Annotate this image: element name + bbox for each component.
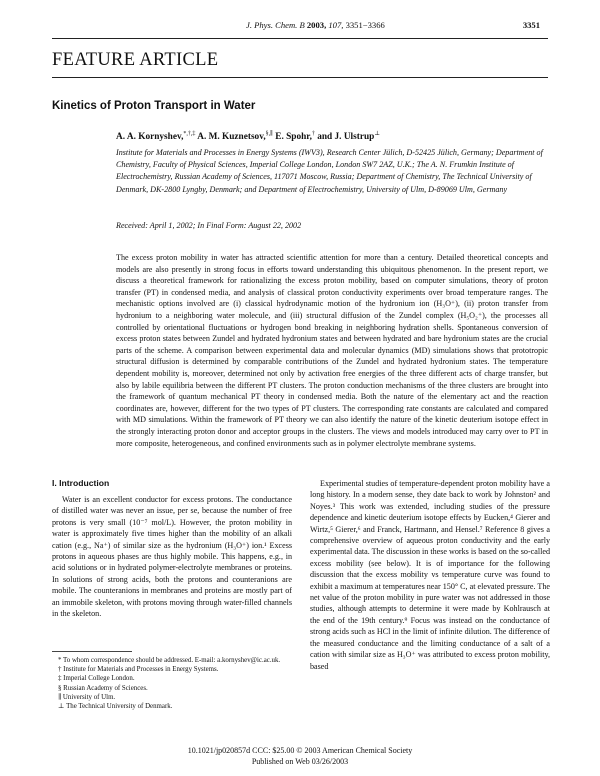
author-marks: *,†,‡: [183, 131, 196, 137]
author-name: A. A. Kornyshev,: [116, 132, 184, 143]
left-column: [52, 478, 292, 619]
received-dates: Received: April 1, 2002; In Final Form: August 22, 2002: [116, 221, 302, 230]
footnotes: [58, 656, 292, 711]
journal-volume: 107,: [328, 20, 344, 30]
author-name: E. Spohr,: [275, 132, 312, 143]
author-marks: †: [311, 131, 315, 137]
footnote: † Institute for Materials and Processes in Energy Systems.: [58, 666, 219, 674]
footnote: ‡ Imperial College London.: [58, 675, 135, 683]
body-paragraph: Water is an excellent conductor for excess protons. The conductance of distilled water was never an issue, per se, because the number of free protons is very small (10⁻⁷ mol/L). However, the proton mobility in water is approximately five times higher than the mobility of an alkali cation (e.g., Na⁺) of similar size as the hydronium (H₃O⁺) ion.¹ Excess protons in aqueous phases are thus highly mobile. This happens, e.g., in acid solutions or in hydrated polymer-electrolyte membranes or proteins. In solutions of strong acids, both the protons and counteranions are mobile. The counteranions in membranes and proteins are mostly part of an immobile skeleton, with protons moving through water-filled channels in the skeleton.: [52, 495, 292, 619]
footnote-rule: [52, 651, 132, 652]
published-date: Published on Web 03/26/2003: [251, 757, 349, 766]
author-list: [116, 130, 380, 142]
footnote: § Russian Academy of Sciences.: [58, 684, 148, 692]
abstract: The excess proton mobility in water has attracted scientific attention for more than a century. Detailed theoretical concepts and models are also presently in strong focus in efforts toward understanding this ubiquitous phenomenon. In the present report, we discuss a theoretical framework for rationalizing the excess proton mobility, based on computer simulations, theory of proton transfer (PT) in condensed media, and analysis of classical proton conductivity experiments over broad temperature ranges. The mechanistic options involved are (i) classical hydrodynamic motion of the hydronium ion (H₃O⁺), (ii) proton transfer from hydronium to a neighboring water molecule, and (iii) structural diffusion of the Zundel complex (H₅O₂⁺), the processes all controlled by orientational fluctuations or hydrogen bond breaking in neighboring hydration shells. Spontaneous conversion of excess proton states between Zundel and hydrated hydronium states and between hydrated and bare hydronium states are the crucial parts of the scheme. A comparison between experimental data and molecular dynamics (MD) simulations shows that prototropic structural diffusion is determined by comparable contributions of the Zundel and hydrated hydronium states. The temperature dependent mobility is, moreover, determined not only by activation free energies of the three different acts of charge transfer, but also by labile equilibria between the different PT clusters. The proton conduction mechanisms of the three clusters are brought into the framework of quantum mechanical PT theory in condensed media. Both the nature of the elementary act and the reaction coordinates are, however, different for the two types of PT clusters. The corresponding rate constants are calculated and compared with MD simulations. Within the framework of PT theory we can also identify the nature of the kinetic deuterium isotope effect in the strongly interacting proton donor and acceptor groups in the clusters. The views and models introduced may carry over to PT in more composite, heterogeneous, and confined environments such as in polymer electrolyte membrane systems.: [116, 253, 548, 448]
header-rule: [52, 38, 548, 39]
doi-line: 10.1021/jp020857d CCC: $25.00 © 2003 American Chemical Society: [187, 746, 413, 755]
article-title: Kinetics of Proton Transport in Water: [52, 100, 256, 112]
right-column: [310, 478, 550, 672]
section-heading: I. Introduction: [52, 478, 110, 488]
author-marks: ⊥: [374, 131, 380, 137]
affiliations: Institute for Materials and Processes in Energy Systems (IWV3), Research Center Jülich, D-52425 Jülich, Germany; Department of Chemistry, Faculty of Physical Sciences, Imperial College London, London SW7 2AZ, U.K.; The A. N. Frumkin Institute of Electrochemistry, Russian Academy of Sciences, 117071 Moscow, Russia; Department of Chemistry, The Technical University of Denmark, DK-2800 Lyngby, Denmark; and Department of Electrochemistry, University of Ulm, D-89069 Ulm, Germany: [116, 148, 543, 194]
journal-name: J. Phys. Chem. B: [246, 20, 305, 30]
journal-pages: 3351−3366: [345, 20, 385, 30]
author-marks: §,∥: [265, 131, 273, 137]
page-number: 3351: [522, 20, 540, 30]
author-name: and J. Ulstrup: [317, 132, 375, 143]
section-rule: [52, 77, 548, 78]
footnote: ⊥ The Technical University of Denmark.: [58, 703, 173, 711]
running-header: [246, 20, 385, 30]
author-name: A. M. Kuznetsov,: [197, 132, 266, 143]
body-paragraph: Experimental studies of temperature-dependent proton mobility have a long history. In a modern sense, they date back to work by Johnston² and Noyes.³ This work was extended, including studies of the pressure dependence and kinetic deuterium isotope effects by Eucken,⁴ Gierer and Wirtz,⁵ Gierer,⁶ and Franck, Hartmann, and Hensel.⁷ Reference 8 gives a comprehensive overview of aqueous proton conductivity and the early experimental data. The discussion in these works is based on the so-called excess mobility (see below). It is of importance for the following discussion that the excess mobility vs temperature curve was found to exhibit a maximum at temperatures near 150° C, at elevated pressure. The net value of the proton mobility in pure water was not addressed in those studies, although attempts to determine it were made by Kohlrausch at the end of the 19th century.⁹ Focus was instead on the conductance of strong acids such as HCl in the limit of infinite dilution. The difference of the measured conductance and the limiting conductance of a salt of a cation with similar size as H₃O⁺ was attributed to excess proton mobility, based: [310, 479, 550, 671]
footnote: * To whom correspondence should be addressed. E-mail: a.kornyshev@ic.ac.uk.: [58, 657, 281, 664]
journal-year: 2003,: [306, 20, 327, 30]
footnote: ∥ University of Ulm.: [58, 693, 116, 701]
section-label: FEATURE ARTICLE: [52, 50, 219, 70]
